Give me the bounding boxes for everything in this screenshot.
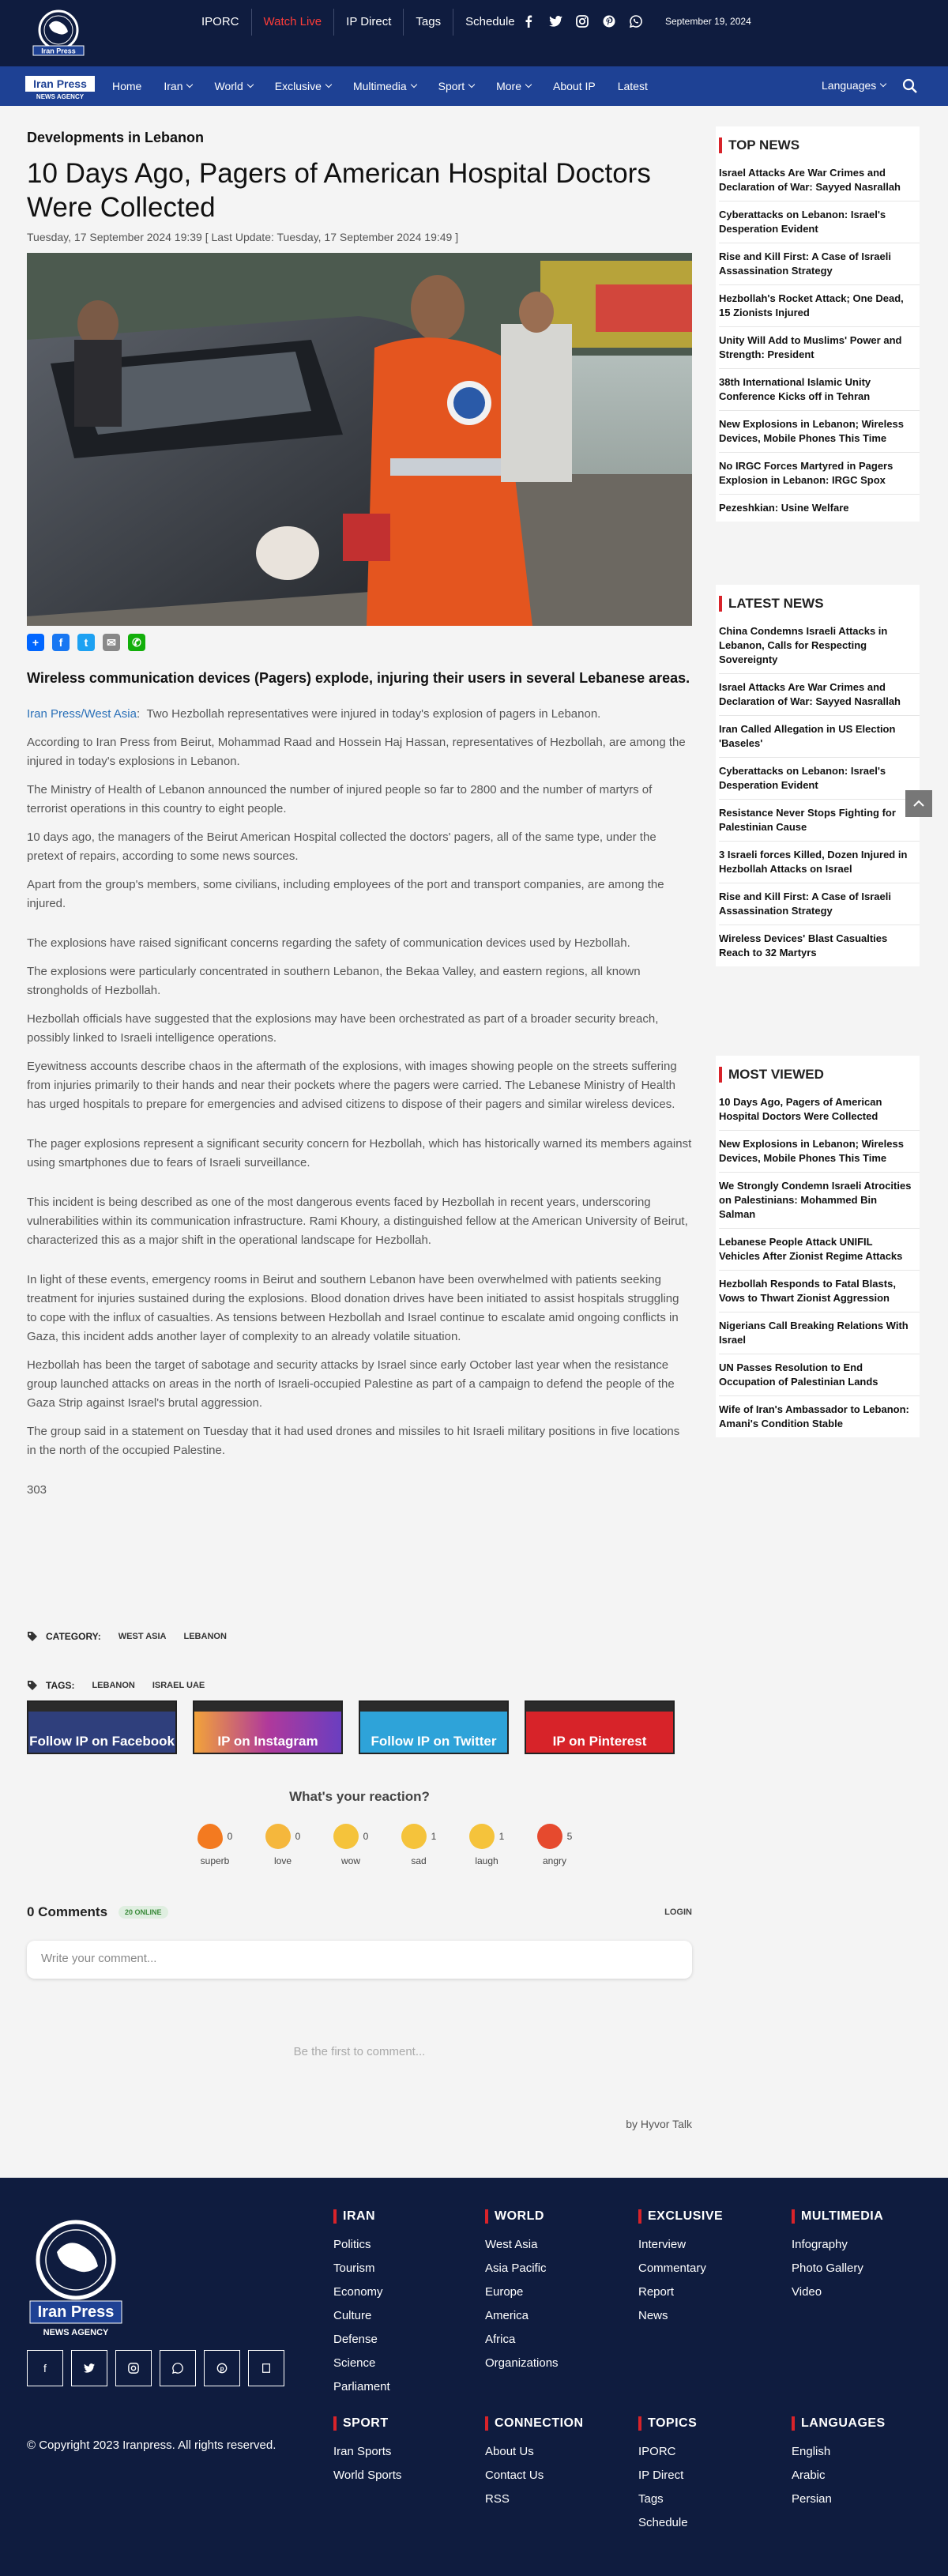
nav-item-about[interactable]	[542, 80, 607, 92]
top-social-links	[521, 14, 643, 28]
top-links	[190, 0, 527, 44]
top-link-watch-live[interactable]: Watch Live	[251, 9, 334, 36]
article-paragraph: The Ministry of Health of Lebanon announced the number of injured people so far to 2800 and the number of martyrs of terrorist operations in this country to eight people.	[27, 783, 653, 815]
footer-link[interactable]: Culture	[333, 2309, 372, 2322]
share-facebook-icon[interactable]: f	[52, 634, 70, 651]
footer-link[interactable]: English	[792, 2445, 831, 2458]
top-news-item[interactable]: No IRGC Forces Martyred in Pagers Explosion in Lebanon: IRGC Spox	[719, 453, 920, 495]
reaction-laugh[interactable]	[461, 1824, 512, 1866]
most-viewed-item[interactable]: 10 Days Ago, Pagers of American Hospital Doctors Were Collected	[719, 1089, 920, 1131]
most-viewed-item[interactable]: Nigerians Call Breaking Relations With Israel	[719, 1312, 920, 1354]
reaction-count: 0	[363, 1831, 369, 1842]
nav-brand-text: Iran Press	[33, 77, 87, 90]
login-link[interactable]: LOGIN	[664, 1908, 692, 1917]
top-news-title: TOP NEWS	[716, 126, 920, 160]
top-news-item[interactable]: Hezbollah's Rocket Attack; One Dead, 15 Zionists Injured	[719, 285, 920, 327]
footer-link[interactable]: West Asia	[485, 2238, 538, 2251]
latest-news-widget	[716, 585, 920, 966]
article-code: 303	[27, 1483, 47, 1497]
footer-link[interactable]: Video	[792, 2285, 822, 2299]
top-news-item[interactable]: Unity Will Add to Muslims' Power and Strength: President	[719, 327, 920, 369]
current-date: September 19, 2024	[665, 16, 751, 27]
top-news-item[interactable]: Cyberattacks on Lebanon: Israel's Desperation Evident	[719, 201, 920, 243]
category-chip[interactable]: WEST ASIA	[118, 1632, 167, 1641]
nav-item-more[interactable]	[485, 80, 542, 92]
most-viewed-item[interactable]: UN Passes Resolution to End Occupation of Palestinian Lands	[719, 1354, 920, 1396]
tag-icon	[27, 1631, 38, 1642]
footer-link[interactable]: Asia Pacific	[485, 2262, 547, 2275]
follow-pinterest-banner[interactable]	[525, 1700, 675, 1754]
footer-col-world	[485, 2209, 627, 2375]
nav-menu	[101, 66, 659, 106]
main-navigation	[0, 66, 948, 106]
footer-link[interactable]: Photo Gallery	[792, 2262, 863, 2275]
nav-item-multimedia[interactable]	[342, 80, 427, 92]
article-paragraph: Hezbollah officials have suggested that the explosions may have been orchestrated as part of a broader security breach, possibly linked to Israeli intelligence operations.	[27, 1012, 659, 1045]
footer-link[interactable]: Parliament	[333, 2380, 390, 2393]
top-link-iporc[interactable]: IPORC	[201, 15, 239, 28]
nav-item-latest[interactable]	[607, 80, 659, 92]
footer-link[interactable]: Science	[333, 2356, 376, 2370]
latest-news-item[interactable]: 3 Israeli forces Killed, Dozen Injured in Hezbollah Attacks on Israel	[719, 842, 920, 883]
most-viewed-widget	[716, 1056, 920, 1437]
hyvor-credit[interactable]: by Hyvor Talk	[626, 2118, 692, 2130]
nav-item-label: Exclusive	[274, 80, 322, 92]
nav-item-label: More	[496, 80, 522, 92]
chevron-down-icon	[410, 81, 416, 88]
reaction-sad[interactable]	[393, 1824, 444, 1866]
article-title: 10 Days Ago, Pagers of American Hospital Doctors Were Collected	[27, 158, 651, 223]
telegram-icon[interactable]	[248, 2350, 284, 2386]
comments-count: 0 Comments	[27, 1904, 108, 1919]
share-add-icon[interactable]: +	[27, 634, 44, 651]
article-date: Tuesday, 17 September 2024 19:39 [ Last Update: Tuesday, 17 September 2024 19:49 ]	[27, 231, 459, 243]
article-paragraph: The group said in a statement on Tuesday that it had used drones and missiles to hit Israeli military positions in five locations in the north of the occupied Palestine.	[27, 1425, 680, 1457]
laugh-face-icon	[469, 1824, 495, 1849]
article-paragraph: The pager explosions represent a significant security concern for Hezbollah, which has historically warned its members against using smartphones due to fears of Israeli surveillance.	[27, 1137, 692, 1169]
footer-link[interactable]: Economy	[333, 2285, 383, 2299]
latest-news-item[interactable]: Cyberattacks on Lebanon: Israel's Desperation Evident	[719, 758, 920, 800]
top-news-item[interactable]: Israel Attacks Are War Crimes and Declaration of War: Sayyed Nasrallah	[719, 160, 920, 201]
empty-comments-text: Be the first to comment...	[293, 2045, 426, 2058]
reaction-angry[interactable]	[529, 1824, 580, 1866]
reaction-count: 0	[295, 1831, 301, 1842]
share-twitter-icon[interactable]: t	[77, 634, 95, 651]
footer-col-connection	[485, 2416, 627, 2511]
nav-item-label: About IP	[553, 80, 596, 92]
footer-link[interactable]: Defense	[333, 2333, 378, 2346]
article-category[interactable]: Developments in Lebanon	[27, 130, 205, 145]
chevron-down-icon	[468, 81, 475, 88]
article-paragraph: In light of these events, emergency rooms in Beirut and southern Lebanon have been overwhelmed with patients seeking treatment for injuries sustained during the explosions. Blood donation drives have been initiated to assist hospitals struggling to cope with the influx of casualties. As tensions between Hezbollah and Israel continue to escalate amid ongoing conflicts in Gaza, this incident adds another layer of complexity to an already volatile situation.	[27, 1273, 679, 1343]
most-viewed-item[interactable]: We Strongly Condemn Israeli Atrocities on Palestinians: Mohammed Bin Salman	[719, 1173, 920, 1229]
category-label: CATEGORY:	[46, 1631, 101, 1642]
footer-col-sport	[333, 2416, 476, 2487]
reaction-count: 1	[498, 1831, 505, 1842]
top-bar	[0, 0, 948, 66]
footer-link[interactable]: IP Direct	[638, 2469, 684, 2482]
heart-eyes-icon	[265, 1824, 291, 1849]
footer	[0, 2178, 948, 2576]
top-link-schedule[interactable]: Schedule	[453, 9, 527, 36]
top-news-item[interactable]: 38th International Islamic Unity Conference Kicks off in Tehran	[719, 369, 920, 411]
reaction-name: angry	[542, 1855, 567, 1866]
nav-brand-logo[interactable]	[24, 71, 100, 101]
twitter-icon[interactable]	[71, 2350, 107, 2386]
footer-link[interactable]: Interview	[638, 2238, 687, 2251]
iran-press-logo[interactable]	[28, 9, 88, 57]
footer-link[interactable]: Europe	[485, 2285, 524, 2299]
most-viewed-item[interactable]: Wife of Iran's Ambassador to Lebanon: Amani's Condition Stable	[719, 1403, 909, 1429]
follow-banners	[27, 1700, 675, 1754]
most-viewed-item[interactable]: New Explosions in Lebanon; Wireless Devices, Mobile Phones This Time	[719, 1131, 920, 1173]
reaction-name: laugh	[475, 1855, 498, 1866]
reaction-wow[interactable]	[325, 1824, 376, 1866]
category-row	[27, 1631, 692, 1642]
search-icon[interactable]	[902, 78, 918, 94]
sad-face-icon	[401, 1824, 427, 1849]
article-paragraph: 10 days ago, the managers of the Beirut American Hospital collected the doctors' pagers, all of the same type, under the pretext of repairs, according to some news sources.	[27, 830, 656, 863]
fire-icon	[198, 1824, 223, 1849]
top-link-tags[interactable]: Tags	[403, 9, 453, 36]
footer-link[interactable]: Contact Us	[485, 2469, 544, 2482]
article-paragraph: The explosions have raised significant concerns regarding the safety of communication devices used by Hezbollah.	[27, 936, 630, 950]
footer-link[interactable]: Tags	[638, 2492, 664, 2506]
latest-news-item[interactable]: Israel Attacks Are War Crimes and Declaration of War: Sayyed Nasrallah	[719, 674, 920, 716]
svg-text:p: p	[220, 2365, 224, 2373]
languages-dropdown[interactable]	[822, 79, 886, 92]
footer-link[interactable]: Tourism	[333, 2262, 375, 2275]
reactions-title: What's your reaction?	[289, 1789, 430, 1804]
nav-item-exclusive[interactable]	[264, 80, 342, 92]
article-hero-image	[27, 253, 692, 626]
latest-news-item[interactable]: Rise and Kill First: A Case of Israeli Assassination Strategy	[719, 883, 920, 925]
reaction-name: love	[273, 1855, 292, 1866]
tag-chip[interactable]: LEBANON	[92, 1681, 135, 1690]
top-news-item[interactable]: Pezeshkian: Usine Welfare	[719, 502, 849, 514]
paragraph-text: Two Hezbollah representatives were injured in today's explosion of pagers in Lebanon.	[146, 707, 601, 721]
nav-brand-sub: NEWS AGENCY	[36, 93, 85, 100]
follow-instagram-banner[interactable]	[193, 1700, 343, 1754]
whatsapp-icon[interactable]	[629, 14, 643, 28]
article-lead: Wireless communication devices (Pagers) explode, injuring their users in several Lebanese areas.	[27, 670, 690, 686]
footer-link[interactable]: Commentary	[638, 2262, 706, 2275]
logo-text: Iran Press	[41, 47, 76, 55]
footer-col-exclusive	[638, 2209, 781, 2328]
footer-link[interactable]: Persian	[792, 2492, 832, 2506]
footer-col-title: SPORT	[333, 2416, 476, 2431]
footer-link[interactable]: Politics	[333, 2238, 371, 2251]
copyright: © Copyright 2023 Iranpress. All rights reserved.	[27, 2439, 276, 2452]
chevron-down-icon	[525, 81, 532, 88]
article-paragraph: Iran Press/West Asia: Two Hezbollah representatives were injured in today's explosion of pagers in Lebanon.	[27, 707, 601, 721]
most-viewed-item[interactable]: Hezbollah Responds to Fatal Blasts, Vows to Thwart Zionist Aggression	[719, 1271, 920, 1312]
footer-link[interactable]: Organizations	[485, 2356, 559, 2370]
latest-news-item[interactable]: China Condemns Israeli Attacks in Lebanon, Calls for Respecting Sovereignty	[719, 618, 920, 674]
nav-item-world[interactable]	[203, 80, 263, 92]
article-paragraph: Apart from the group's members, some civilians, including employees of the port and transport companies, are among the injured.	[27, 878, 664, 910]
footer-social	[27, 2350, 284, 2386]
category-chip[interactable]: LEBANON	[183, 1632, 227, 1641]
follow-label: Follow IP on Twitter	[371, 1734, 497, 1749]
footer-col-topics	[638, 2416, 781, 2535]
article-paragraph: Eyewitness accounts describe chaos in the aftermath of the explosions, with images showing people on the streets suffering from injuries primarily to their hands and near their pockets where the pagers were carried. The Lebanese Ministry of Health has urged hospitals to prepare for emergencies and advised citizens to dispose of their pagers and similar wireless devices.	[27, 1060, 677, 1111]
article-paragraph: This incident is being described as one of the most dangerous events faced by Hezbollah in recent years, underscoring vulnerabilities within its communication infrastructure. Rami Khoury, a distinguished fellow at the American University of Beirut, characterized this as a major shift in the operational landscape for Hezbollah.	[27, 1196, 688, 1247]
top-news-item[interactable]: Rise and Kill First: A Case of Israeli Assassination Strategy	[719, 243, 920, 285]
comment-input[interactable]: Write your comment...	[27, 1941, 692, 1979]
share-email-icon[interactable]: ✉	[103, 634, 120, 651]
facebook-icon[interactable]: f	[27, 2350, 63, 2386]
nav-item-label: Multimedia	[352, 80, 407, 92]
nav-item-label: Home	[112, 80, 142, 92]
tags-label: TAGS:	[46, 1680, 75, 1691]
comments-header	[27, 1904, 692, 1920]
footer-brand-sub: NEWS AGENCY	[43, 2328, 109, 2337]
article-paragraph: According to Iran Press from Beirut, Mohammad Raad and Hossein Haj Hassan, representatives of Hezbollah, are among the injured in today's explosions in Lebanon.	[27, 736, 686, 768]
footer-link[interactable]: IPORC	[638, 2445, 676, 2458]
pinterest-icon[interactable]	[204, 2350, 240, 2386]
footer-col-title: TOPICS	[638, 2416, 781, 2431]
top-news-item[interactable]: New Explosions in Lebanon; Wireless Devices, Mobile Phones This Time	[719, 411, 920, 453]
languages-label: Languages	[822, 79, 877, 92]
article-paragraph: The explosions were particularly concentrated in southern Lebanon, the Bekaa Valley, and eastern regions, all known strongholds of Hezbollah.	[27, 965, 641, 997]
follow-facebook-banner[interactable]	[27, 1700, 177, 1754]
reactions-bar	[190, 1824, 580, 1866]
footer-link[interactable]: Report	[638, 2285, 675, 2299]
reaction-name: wow	[340, 1855, 360, 1866]
chevron-down-icon	[880, 81, 886, 87]
footer-col-title: EXCLUSIVE	[638, 2209, 781, 2224]
top-link-ip-direct[interactable]: IP Direct	[333, 9, 403, 36]
latest-news-item[interactable]: Resistance Never Stops Fighting for Palestinian Cause	[719, 800, 920, 842]
share-buttons	[27, 634, 145, 651]
nav-item-home[interactable]	[101, 80, 152, 92]
footer-brand-text: Iran Press	[37, 2303, 115, 2321]
footer-link[interactable]: News	[638, 2309, 668, 2322]
footer-link[interactable]: Africa	[485, 2333, 516, 2346]
chevron-down-icon	[325, 81, 332, 88]
tags-row	[27, 1680, 692, 1691]
article-source-link[interactable]: Iran Press/West Asia	[27, 707, 137, 721]
chevron-up-icon	[913, 800, 924, 808]
angry-face-icon	[537, 1824, 562, 1849]
footer-col-iran	[333, 2209, 476, 2399]
chevron-down-icon	[247, 81, 254, 88]
follow-label: IP on Instagram	[217, 1734, 318, 1749]
footer-link[interactable]: World Sports	[333, 2469, 402, 2482]
most-viewed-title: MOST VIEWED	[716, 1056, 920, 1089]
article-body	[27, 705, 692, 1509]
reaction-superb[interactable]	[190, 1824, 240, 1866]
share-whatsapp-icon[interactable]: ✆	[128, 634, 145, 651]
footer-col-multimedia	[792, 2209, 934, 2304]
pinterest-icon[interactable]	[602, 14, 616, 28]
reaction-count: 1	[431, 1831, 437, 1842]
footer-logo[interactable]	[27, 2213, 125, 2339]
footer-link[interactable]: America	[485, 2309, 529, 2322]
reaction-count: 5	[566, 1831, 573, 1842]
follow-label: IP on Pinterest	[552, 1734, 647, 1749]
wow-face-icon	[333, 1824, 359, 1849]
twitter-icon[interactable]	[548, 14, 562, 28]
nav-item-sport[interactable]	[427, 80, 485, 92]
latest-news-item[interactable]: Iran Called Allegation in US Election 'Baseles'	[719, 716, 920, 758]
latest-news-item[interactable]: Wireless Devices' Blast Casualties Reach to 32 Martyrs	[719, 932, 888, 958]
chevron-down-icon	[186, 81, 193, 88]
nav-item-iran[interactable]	[152, 80, 203, 92]
instagram-icon[interactable]	[115, 2350, 152, 2386]
tags-icon	[27, 1680, 38, 1691]
footer-link[interactable]: About Us	[485, 2445, 534, 2458]
whatsapp-icon[interactable]	[160, 2350, 196, 2386]
footer-link[interactable]: Arabic	[792, 2469, 826, 2482]
footer-link[interactable]: Infography	[792, 2238, 848, 2251]
reaction-count: 0	[227, 1831, 233, 1842]
nav-item-label: Sport	[438, 80, 465, 92]
facebook-icon[interactable]	[521, 14, 536, 28]
nav-item-label: Iran	[164, 80, 183, 92]
article-paragraph: Hezbollah has been the target of sabotage and security attacks by Israel since early October last year when the resistance group launched attacks on areas in the north of Israeli-occupied Palestine as part of a campaign to defend the people of the Gaza Strip against Israel's brutal aggression.	[27, 1358, 675, 1410]
nav-item-label: Latest	[617, 80, 648, 92]
footer-link[interactable]: RSS	[485, 2492, 510, 2506]
instagram-icon[interactable]	[575, 14, 589, 28]
footer-col-languages	[792, 2416, 934, 2511]
nav-item-label: World	[214, 80, 243, 92]
footer-col-title: LANGUAGES	[792, 2416, 934, 2431]
footer-col-title: IRAN	[333, 2209, 476, 2224]
reaction-love[interactable]	[258, 1824, 308, 1866]
reaction-name: sad	[411, 1855, 427, 1866]
scroll-to-top-button[interactable]	[905, 790, 932, 817]
footer-link[interactable]: Schedule	[638, 2516, 688, 2529]
follow-label: Follow IP on Facebook	[29, 1734, 175, 1749]
latest-news-title: LATEST NEWS	[716, 585, 920, 618]
online-badge: 20 ONLINE	[118, 1906, 168, 1919]
most-viewed-item[interactable]: Lebanese People Attack UNIFIL Vehicles After Zionist Regime Attacks	[719, 1229, 920, 1271]
reaction-name: superb	[200, 1855, 230, 1866]
footer-col-title: MULTIMEDIA	[792, 2209, 934, 2224]
footer-col-title: WORLD	[485, 2209, 627, 2224]
footer-col-title: CONNECTION	[485, 2416, 627, 2431]
top-news-widget	[716, 126, 920, 522]
footer-link[interactable]: Iran Sports	[333, 2445, 392, 2458]
follow-twitter-banner[interactable]	[359, 1700, 509, 1754]
tag-chip[interactable]: ISRAEL UAE	[152, 1681, 205, 1690]
